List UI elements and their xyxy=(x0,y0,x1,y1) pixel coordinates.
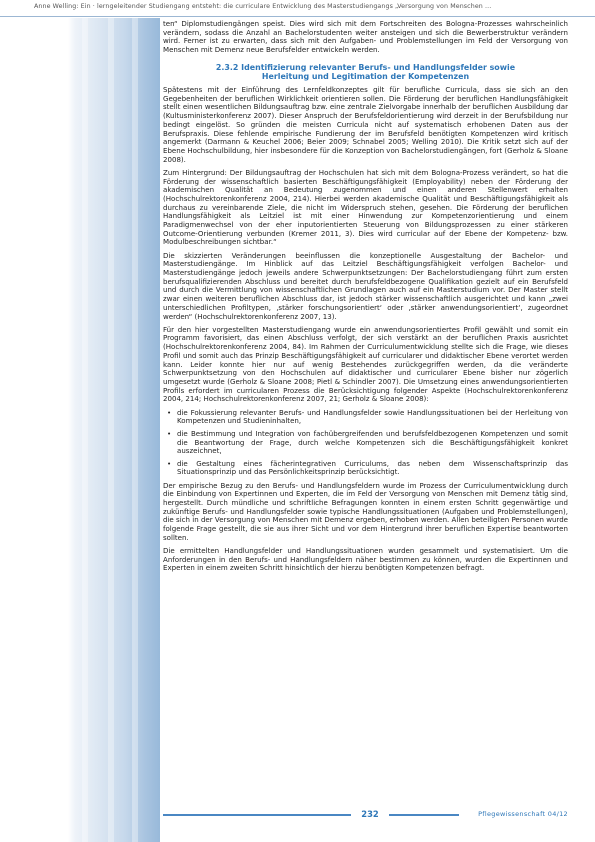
paragraph: Der empirische Bezug zu den Berufs- und Handlungsfeldern wurde im Prozess der Curriculumentwicklung durch die Einbindung von Expertinnen und Experten, die im Feld der Versorgung von Menschen mit Demenz tätig sind, hergestellt. Durch mündliche und schriftliche Befragungen konnten in einem ersten Schritt gegenwärtige und zukünftige Berufs- und Handlungsfelder sowie typische Handlungssituationen (Aufgaben und Problemstellungen), die sich in der Versorgung von Menschen mit Demenz ergeben, erhoben werden. Allen beteiligten Personen wurde folgende Frage gestellt, die sie aus ihrer Sicht und vor dem Hintergrund ihrer beruflichen Expertise beantworten sollten. xyxy=(163,480,568,542)
list-item: • die Fokussierung relevanter Berufs- und Handlungsfelder sowie Handlungssituationen bei der Herleitung von Kompetenzen und Studieninhalten, xyxy=(177,409,568,426)
footer-rule xyxy=(389,814,459,816)
list-item: • die Bestimmung und Integration von fachübergreifenden und berufsfeldbezogenen Kompetenzen und somit die Beantwortung der Frage, durch welche Kompetenzen sich die Beschäftigungsfähigkeit konkret auszeichnet, xyxy=(177,430,568,456)
page-footer xyxy=(163,809,568,821)
article-body xyxy=(163,20,568,578)
paragraph: Zum Hintergrund: Der Bildungsauftrag der Hochschulen hat sich mit dem Bologna-Prozess verändert, so hat die Förderung der wissenschaftlich basierten Beschäftigungsfähigkeit (Employability) neben der Förderung der akademischen Qualität an Bedeutung zugenommen und einen anderen Stellenwert erhalten (Hochschulrektorenkonferenz 2004, 214). Hierbei werden akademische Qualität und Beschäftigungsfähigkeit als durchaus zu vereinbarende Ziele, die nicht im Widerspruch stehen, gesehen. Die Förderung der beruflichen Handlungsfähigkeit als Leitziel ist mit einer Hinwendung zur Kompetenzorientierung und einem Paradigmenwechsel von der eher inputorientierten Steuerung von Bildungsprozessen zu einer stärkeren Outcome-Orientierung verbunden (Kremer 2011, 3). Dies wird curricular auf der Ebene der Kompetenz- bzw. Modulbeschreibungen sichtbar.“ xyxy=(163,167,568,247)
list-item: • die Gestaltung eines fächerintegrativen Curriculums, das neben dem Wissenschaftsprinzip das Situationsprinzip und das Persönlichkeitsprinzip berücksichtigt. xyxy=(177,460,568,477)
paragraph: Spätestens mit der Einführung des Lernfeldkonzeptes gilt für berufliche Curricula, dass sie sich an den Gegebenheiten der beruflichen Wirklichkeit orientieren sollen. Die Förderung der beruflichen Handlungsfähigkeit stellt einen wesentlichen Bildungsauftrag bzw. eine zentrale Zielvorgabe innerhalb der beruflichen Ausbildung dar (Kultusministerkonferenz 2007). Dieser Anspruch der Berufsfeldorientierung wird derzeit in der Berufsbildung nur bedingt eingelöst. So gründen die meisten Curricula nicht auf systematisch erhobenen Daten aus der Berufspraxis. Diese fehlende empirische Fundierung der im Berufsfeld benötigten Kompetenzen wird kritisch angemerkt (Darmann & Keuchel 2006; Beier 2009; Schnabel 2005; Welling 2010). Die Kritik setzt sich auf der Ebene Hochschulbildung, hier insbesondere für die Konzeption von Bachelorstudiengängen, fort (Gerholz & Sloane 2008). xyxy=(163,85,568,164)
running-title: Anne Welling: Ein · lerngeleitender Studiengang entsteht: die curriculare Entwicklung des Masterstudiengangs „Versorgung von Menschen ... xyxy=(34,3,492,10)
band-strip xyxy=(108,18,114,842)
section-title: 2.3.2 Identifizierung relevanter Berufs- und Handlungsfelder sowie xyxy=(215,62,516,72)
section-heading xyxy=(163,63,568,82)
paragraph: ten“ Diplomstudiengängen speist. Dies wird sich mit dem Fortschreiten des Bologna-Prozesses wahrscheinlich verändern, sodass die Anzahl an Bachelorstudenten weiter ansteigen und sich die Bewerberstruktur verändern wird. Ferner ist zu erwarten, dass sich mit den Aufgaben- und Problemstellungen im Feld der Versorgung von Menschen mit Demenz neue Berufsfelder entwickeln werden. xyxy=(163,19,568,55)
section-subtitle: Herleitung und Legitimation der Kompetenzen xyxy=(261,72,470,82)
aspect-list xyxy=(163,409,568,478)
footer-rule xyxy=(163,814,351,816)
paragraph: Die ermittelten Handlungsfelder und Handlungssituationen wurden gesammelt und systematisiert. Um die Anforderungen in den Berufs- und Handlungsfeldern näher bestimmen zu können, wurden die Expertinnen und Experten in einem zweiten Schritt hinsichtlich der hierzu benötigten Kompetenzen befragt. xyxy=(163,546,568,573)
paragraph: Für den hier vorgestellten Masterstudiengang wurde ein anwendungsorientiertes Profil gewählt und somit ein Programm favorisiert, das einen Abschluss verfolgt, der sich verstärkt an der beruflichen Praxis ausrichtet (Hochschulrektorenkonferenz 2004, 84). Im Rahmen der Curriculumentwicklung stellte sich die Frage, wie dieses Profil und somit auch das Prinzip Beschäftigungsfähigkeit auf curricularer und didaktischer Ebene verortet werden kann. Leider konnte hier nur auf wenig Bestehendes zurückgegriffen werden, da die veränderte Schwerpunktsetzung von den Hochschulen auf didaktischer und curricularer Ebene bisher nur zögerlich umgesetzt wurde (Gerholz & Sloane 2008; Pietl & Schindler 2007). Die Umsetzung eines anwendungsorientierten Profils erfordert im curricularen Prozess die Berücksichtigung folgender Aspekte (Hochschulrektorenkonferenz 2004, 214; Hochschulrektorenkonferenz 2007, 21; Gerholz & Sloane 2008): xyxy=(163,324,568,404)
running-header xyxy=(0,0,595,17)
band-strip xyxy=(132,18,138,842)
decorative-side-band xyxy=(0,18,160,842)
page-number: 232 xyxy=(361,809,379,819)
journal-name: Pflegewissenschaft 04/12 xyxy=(478,810,568,818)
paragraph: Die skizzierten Veränderungen beeinflussen die konzeptionelle Ausgestaltung der Bachelor- und Masterstudiengänge. Im Hinblick auf das Leitziel Beschäftigungsfähigkeit verfolgen Bachelor- und Masterstudiengänge jedoch jeweils andere Schwerpunktsetzungen: Der Bachelorstudiengang führt zum ersten berufsqualifizierenden Abschluss und bereitet durch berufsfeldbezogene Qualifikation gezielt auf ein Berufsfeld und durch die Vermittlung von wissenschaftlichen Grundlagen auch auf ein Masterstudium vor. Der Master stellt zwar einen weiteren beruflichen Abschluss dar, ist jedoch stärker wissenschaftlich ausgerichtet und kann „zwei unterschiedlichen Profiltypen, ‚stärker forschungsorientiert‘ oder ‚stärker anwendungsorientiert‘, zugeordnet werden“ (Hochschulrektorenkonferenz 2007, 13). xyxy=(163,250,568,321)
band-strip xyxy=(82,18,88,842)
